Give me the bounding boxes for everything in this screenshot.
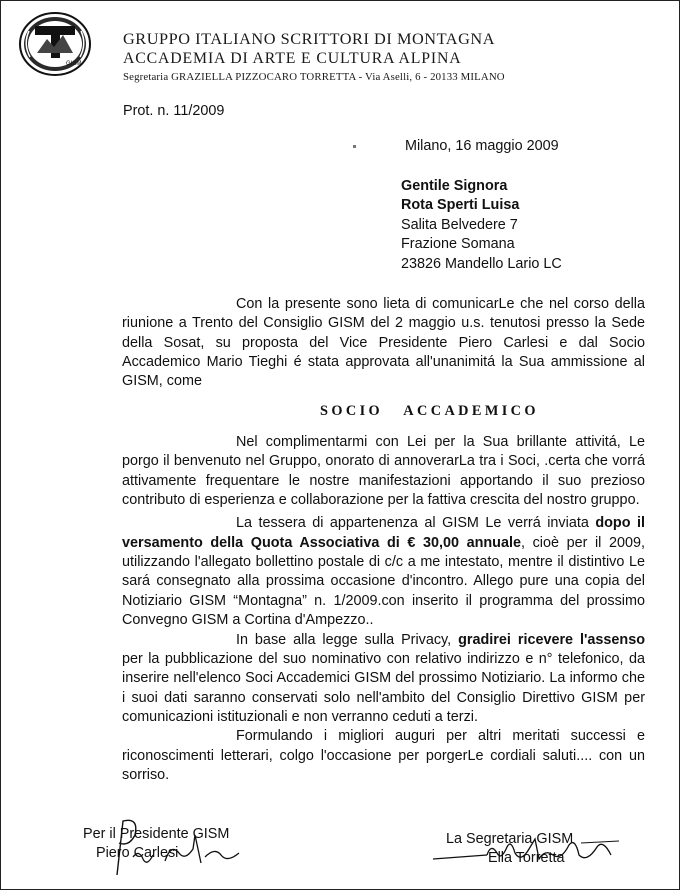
paragraph-3: La tessera di appartenenza al GISM Le verrá inviata dopo il versamento della Quota Associativa di € 30,00 annuale, cioè per il 2009, utilizzando l'allegato bollettino postale di c/c a me intestato, mentre il distintivo Le sará consegnato alla prossima occasione d'incontro. Allego pure una copia del Notiziario GISM “Montagna” n. 1/2009.con inserito il programma del prossimo Convegno GISM a Cortina d'Ampezzo.. xyxy=(122,515,645,629)
recipient-locality: Frazione Somana xyxy=(401,236,515,253)
org-name: GRUPPO ITALIANO SCRITTORI DI MONTAGNA xyxy=(123,29,496,48)
recipient-address xyxy=(401,177,562,274)
signature-right-role: La Segretaria GISM xyxy=(446,831,574,847)
logo-text: GISM xyxy=(66,61,82,67)
letter-body xyxy=(122,295,645,785)
signature-left-name: Piero Carlesi xyxy=(96,845,179,861)
recipient-salutation: Gentile Signora xyxy=(401,178,508,194)
scan-speck xyxy=(353,145,356,148)
signature-right xyxy=(446,830,573,868)
academy-name: ACCADEMIA DI ARTE E CULTURA ALPINA xyxy=(123,50,462,67)
recipient-postal-city: 23826 Mandello Lario LC xyxy=(401,255,562,272)
recipient-street: Salita Belvedere 7 xyxy=(401,216,518,233)
gism-logo-icon xyxy=(18,11,92,77)
signature-right-name: Ella Torretta xyxy=(488,850,565,866)
consent-emphasis: gradirei ricevere l'assenso xyxy=(458,631,646,648)
quota-emphasis: dopo il versamento della Quota Associativa di € 30,00 annuale xyxy=(122,515,645,551)
date-line: Milano, 16 maggio 2009 xyxy=(405,138,559,154)
paragraph-5: Formulando i migliori auguri per altri meritati successi e riconoscimenti letterari, colgo l'occasione per porgerLe cordiali saluti.... con un sorriso. xyxy=(122,728,645,783)
paragraph-4: In base alla legge sulla Privacy, gradirei ricevere l'assenso per la pubblicazione del suo nominativo con relativo indirizzo e n° telefonico, da inserire nell'elenco Soci Accademici GISM del prossimo Notiziario. La informo che i suoi dati saranno conservati solo nell'ambito del Consiglio Direttivo GISM per comunicazioni istituzionali e non verranno ceduti a terzi. xyxy=(122,631,646,725)
signature-left-role: Per il Presidente GISM xyxy=(83,826,230,842)
membership-title: SOCIO ACCADEMICO xyxy=(320,402,539,419)
signature-left xyxy=(83,825,229,863)
paragraph-2: Nel complimentarmi con Lei per la Sua brillante attivitá, Le porgo il benvenuto nel Gruppo, onorato di annoverarLa tra i Soci, .certa che vorrá attivamente frequentare le nostre manifestazioni apportando il suo prezioso contributo di esperienza e collaborazione per la fattiva crescita del nostro gruppo. xyxy=(122,434,645,509)
paragraph-1: Con la presente sono lieta di comunicarLe che nel corso della riunione a Trento del Consiglio GISM del 2 maggio u.s. tenutosi presso la Sede della Sosat, su proposta del Vice Presidente Piero Carlesi e dal Socio Accademico Mario Tieghi é stata approvata all'unanimitá la Sua ammissione al GISM, come xyxy=(122,296,645,390)
secretariat-line: Segretaria GRAZIELLA PIZZOCARO TORRETTA - Via Aselli, 6 - 20133 MILANO xyxy=(123,71,505,83)
recipient-name: Rota Sperti Luisa xyxy=(401,197,520,214)
protocol-number: Prot. n. 11/2009 xyxy=(123,103,225,119)
